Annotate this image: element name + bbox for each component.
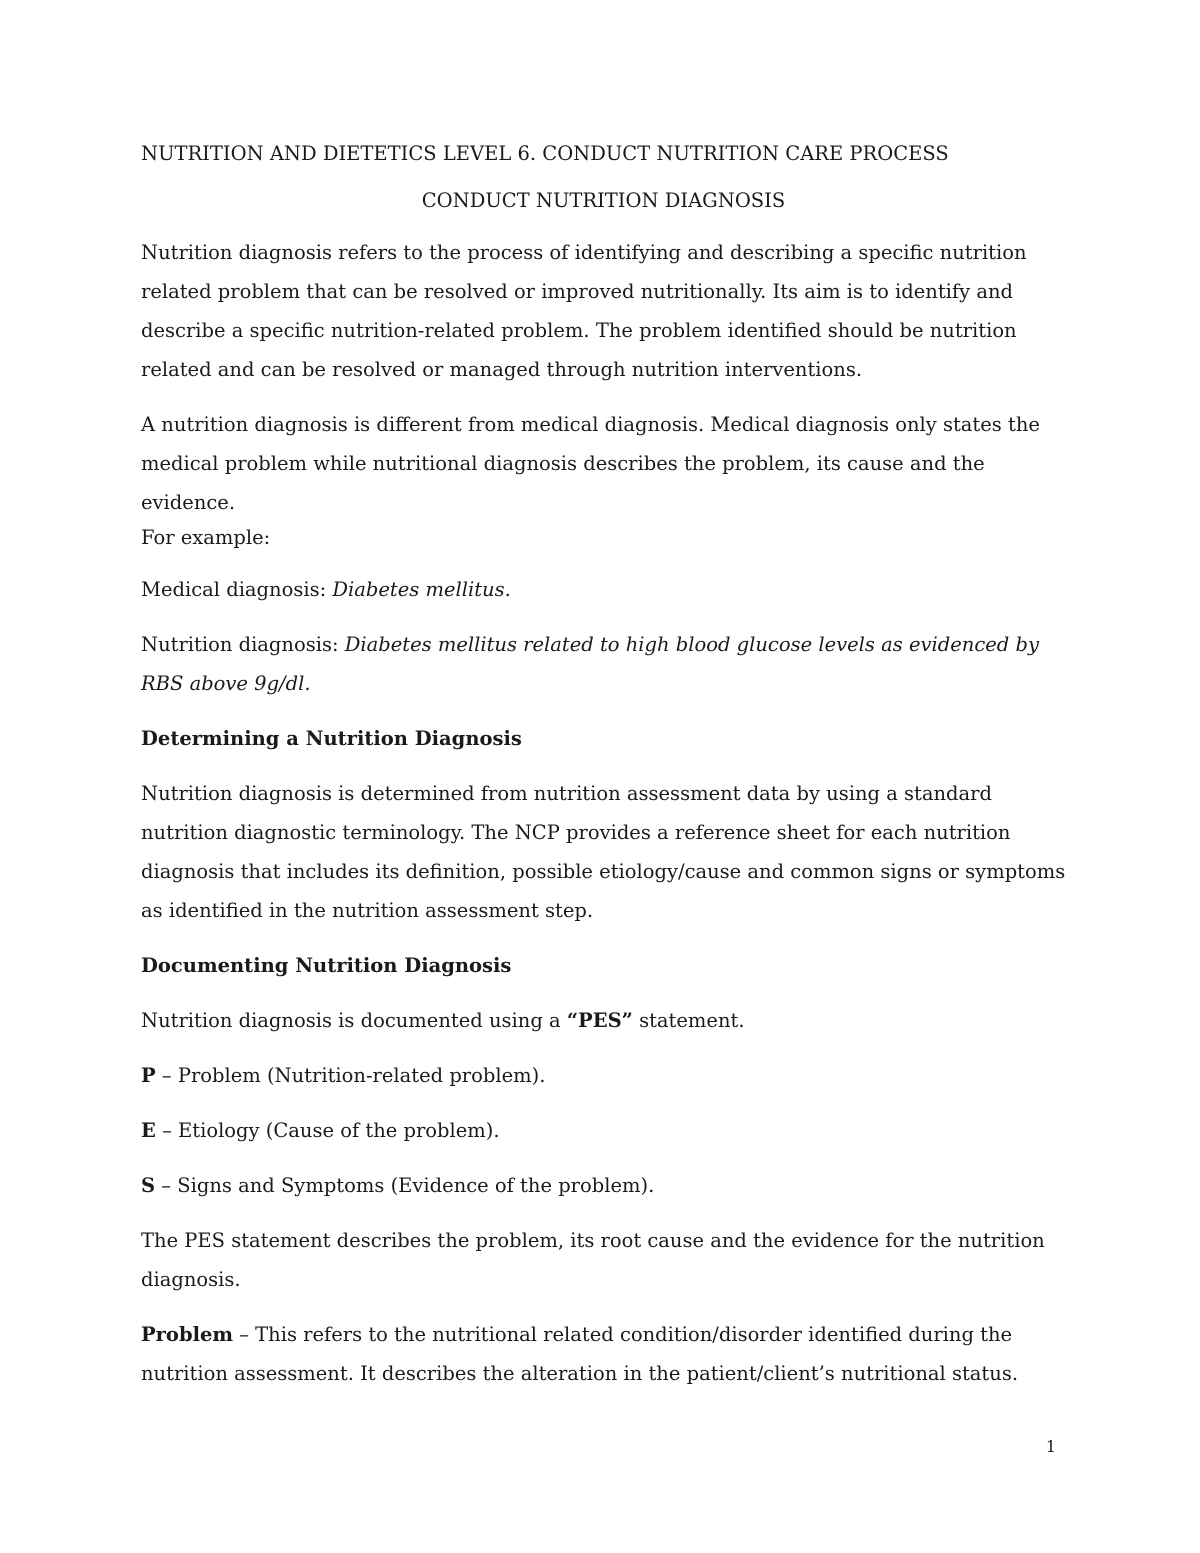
pes-summary-paragraph: The PES statement describes the problem, its root cause and the evidence for the nutrition diagnosis. [141, 1229, 1045, 1291]
pes-letter: P [141, 1064, 156, 1087]
problem-text: – This refers to the nutritional related condition/disorder identified during the nutrition assessment. It describes the alteration in the patient/client’s nutritional status. [141, 1323, 1019, 1385]
page-number: 1 [1045, 1437, 1056, 1456]
medical-diagnosis-label: Medical diagnosis: [141, 578, 333, 601]
medical-diagnosis-line [141, 570, 1066, 609]
problem-paragraph [141, 1315, 1066, 1393]
pes-item-text: – Problem (Nutrition-related problem). [155, 1064, 546, 1087]
pes-item-e [141, 1111, 1066, 1150]
intro-paragraph-2 [141, 405, 1066, 522]
medical-diagnosis-value: Diabetes mellitus. [332, 578, 511, 601]
document-subtitle: CONDUCT NUTRITION DIAGNOSIS [421, 189, 786, 212]
pes-item-text: – Etiology (Cause of the problem). [155, 1119, 500, 1142]
intro-paragraph-2-text: A nutrition diagnosis is different from medical diagnosis. Medical diagnosis only states the medical problem while nutritional diagnosis describes the problem, its cause and the evidence. [141, 413, 1040, 514]
pes-item-p [141, 1056, 1066, 1095]
page-content [141, 139, 1066, 1393]
pes-letter: E [141, 1119, 156, 1142]
problem-label: Problem [141, 1323, 234, 1346]
documenting-paragraph [141, 1001, 1066, 1040]
determining-paragraph: Nutrition diagnosis is determined from nutrition assessment data by using a standard nutrition diagnostic terminology. The NCP provides a reference sheet for each nutrition diagnosis that includes its definition, possible etiology/cause and common signs or symptoms as identified in the nutrition assessment step. [141, 782, 1066, 922]
intro-paragraph-2-tail: For example: [141, 526, 271, 549]
nutrition-diagnosis-line [141, 625, 1066, 703]
document-title: NUTRITION AND DIETETICS LEVEL 6. CONDUCT NUTRITION CARE PROCESS [141, 142, 949, 165]
determining-heading: Determining a Nutrition Diagnosis [141, 727, 522, 750]
pes-letter: S [141, 1174, 156, 1197]
intro-paragraph-1: Nutrition diagnosis refers to the process of identifying and describing a specific nutrition related problem that can be resolved or improved nutritionally. Its aim is to identify and describe a specific nutrition-related problem. The problem identified should be nutrition related and can be resolved or managed through nutrition interventions. [141, 241, 1027, 381]
pes-term: “PES” [566, 1009, 633, 1032]
pes-item-s [141, 1166, 1066, 1205]
documenting-text-after: statement. [632, 1009, 745, 1032]
nutrition-diagnosis-label: Nutrition diagnosis: [141, 633, 345, 656]
documenting-heading: Documenting Nutrition Diagnosis [141, 954, 512, 977]
nutrition-diagnosis-value: Diabetes mellitus related to high blood glucose levels as evidenced by RBS above 9g/dl. [141, 633, 1039, 695]
documenting-text-before: Nutrition diagnosis is documented using a [141, 1009, 567, 1032]
pes-item-text: – Signs and Symptoms (Evidence of the problem). [155, 1174, 655, 1197]
